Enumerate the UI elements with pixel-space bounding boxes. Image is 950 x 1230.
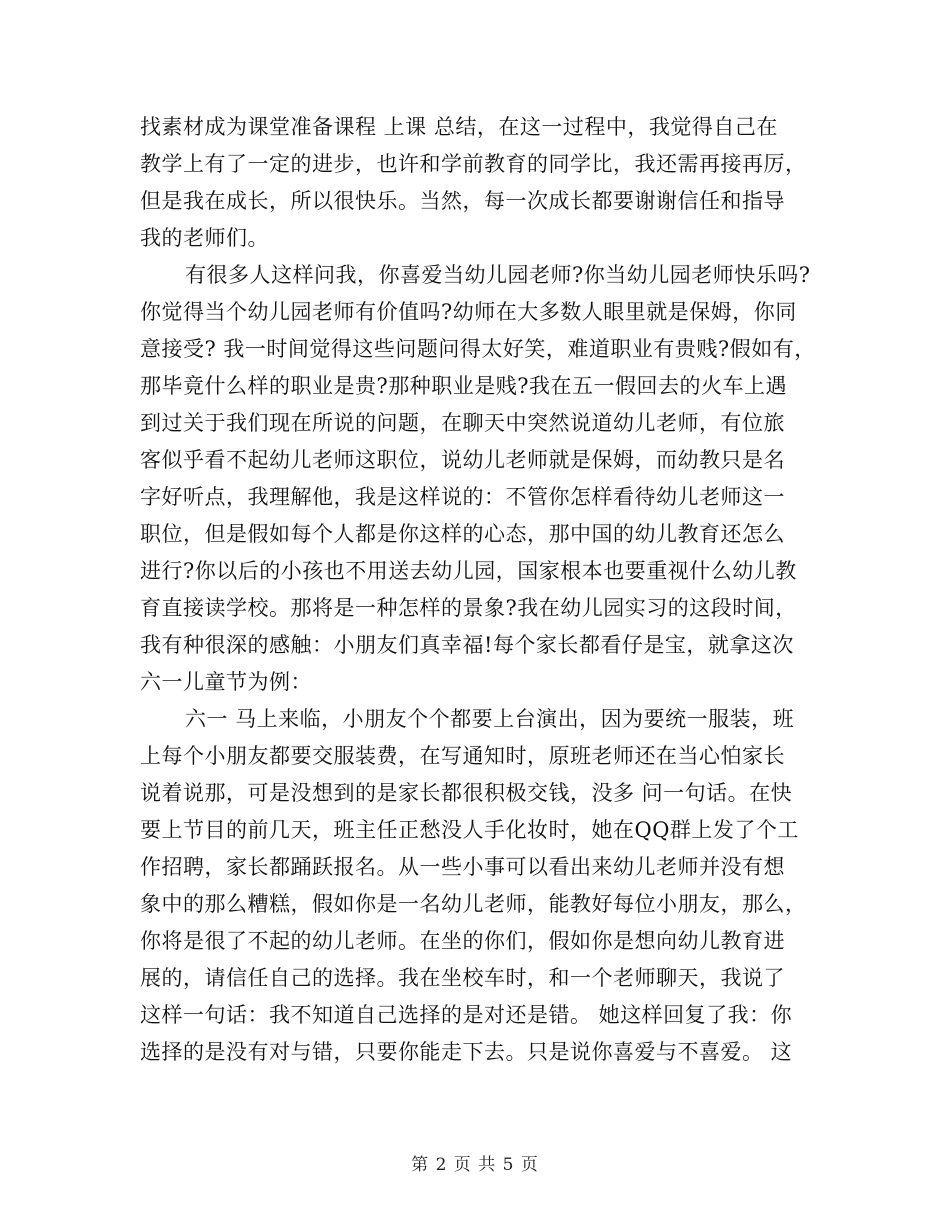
- text-line: 你觉得当个幼儿园老师有价值吗?幼师在大多数人眼里就是保姆，你同: [140, 300, 797, 324]
- text-line: 意接受? 我一时间觉得这些问题问得太好笑，难道职业有贵贱?假如有，: [140, 337, 816, 361]
- text-line: 象中的那么糟糕，假如你是一名幼儿老师，能教好每位小朋友，那么，: [140, 892, 807, 916]
- text-line: 但是我在成长，所以很快乐。当然，每一次成长都要谢谢信任和指导: [140, 189, 785, 213]
- text-line: 作招聘，家长都踊跃报名。从一些小事可以看出来幼儿老师并没有想: [140, 855, 785, 879]
- text-line: 说着说那，可是没想到的是家长都很积极交钱，没多 问一句话。在快: [140, 781, 793, 805]
- page-number-footer: 第 2 页 共 5 页: [411, 1155, 539, 1175]
- text-line: 我有种很深的感触：小朋友们真幸福!每个家长都看仔是宝，就拿这次: [140, 633, 794, 657]
- paragraph-start: 六一 马上来临，小朋友个个都要上台演出，因为要统一服装，班: [185, 707, 795, 731]
- text-line: 进行?你以后的小孩也不用送去幼儿园，国家根本也要重视什么幼儿教: [140, 559, 797, 583]
- paragraph-start: 有很多人这样问我，你喜爱当幼儿园老师?你当幼儿园老师快乐吗?: [185, 263, 811, 287]
- text-line: 要上节目的前几天，班主任正愁没人手化妆时，她在QQ群上发了个工: [140, 818, 799, 842]
- text-line: 上每个小朋友都要交服装费，在写通知时，原班老师还在当心怕家长: [140, 744, 785, 768]
- text-line: 这样一句话：我不知道自己选择的是对还是错。 她这样回复了我：你: [140, 1003, 793, 1027]
- text-line: 那毕竟什么样的职业是贵?那种职业是贱?我在五一假回去的火车上遇: [140, 374, 788, 398]
- text-line: 展的，请信任自己的选择。我在坐校车时，和一个老师聊天，我说了: [140, 966, 785, 990]
- text-line: 六一儿童节为例：: [140, 670, 312, 694]
- text-line: 育直接读学校。那将是一种怎样的景象?我在幼儿园实习的这段时间，: [140, 596, 797, 620]
- text-line: 教学上有了一定的进步，也许和学前教育的同学比，我还需再接再厉，: [140, 152, 807, 176]
- text-line: 客似乎看不起幼儿老师这职位，说幼儿老师就是保姆，而幼教只是名: [140, 448, 785, 472]
- text-line: 选择的是没有对与错，只要你能走下去。只是说你喜爱与不喜爱。 这: [140, 1040, 793, 1064]
- text-line: 我的老师们。: [140, 226, 269, 250]
- text-line: 字好听点，我理解他，我是这样说的：不管你怎样看待幼儿老师这一: [140, 485, 785, 509]
- text-line: 你将是很了不起的幼儿老师。在坐的你们，假如你是想向幼儿教育进: [140, 929, 785, 953]
- text-line: 职位，但是假如每个人都是你这样的心态，那中国的幼儿教育还怎么: [140, 522, 785, 546]
- text-line: 找素材成为课堂准备课程 上课 总结，在这一过程中，我觉得自己在: [140, 115, 778, 139]
- text-line: 到过关于我们现在所说的问题，在聊天中突然说道幼儿老师，有位旅: [140, 411, 785, 435]
